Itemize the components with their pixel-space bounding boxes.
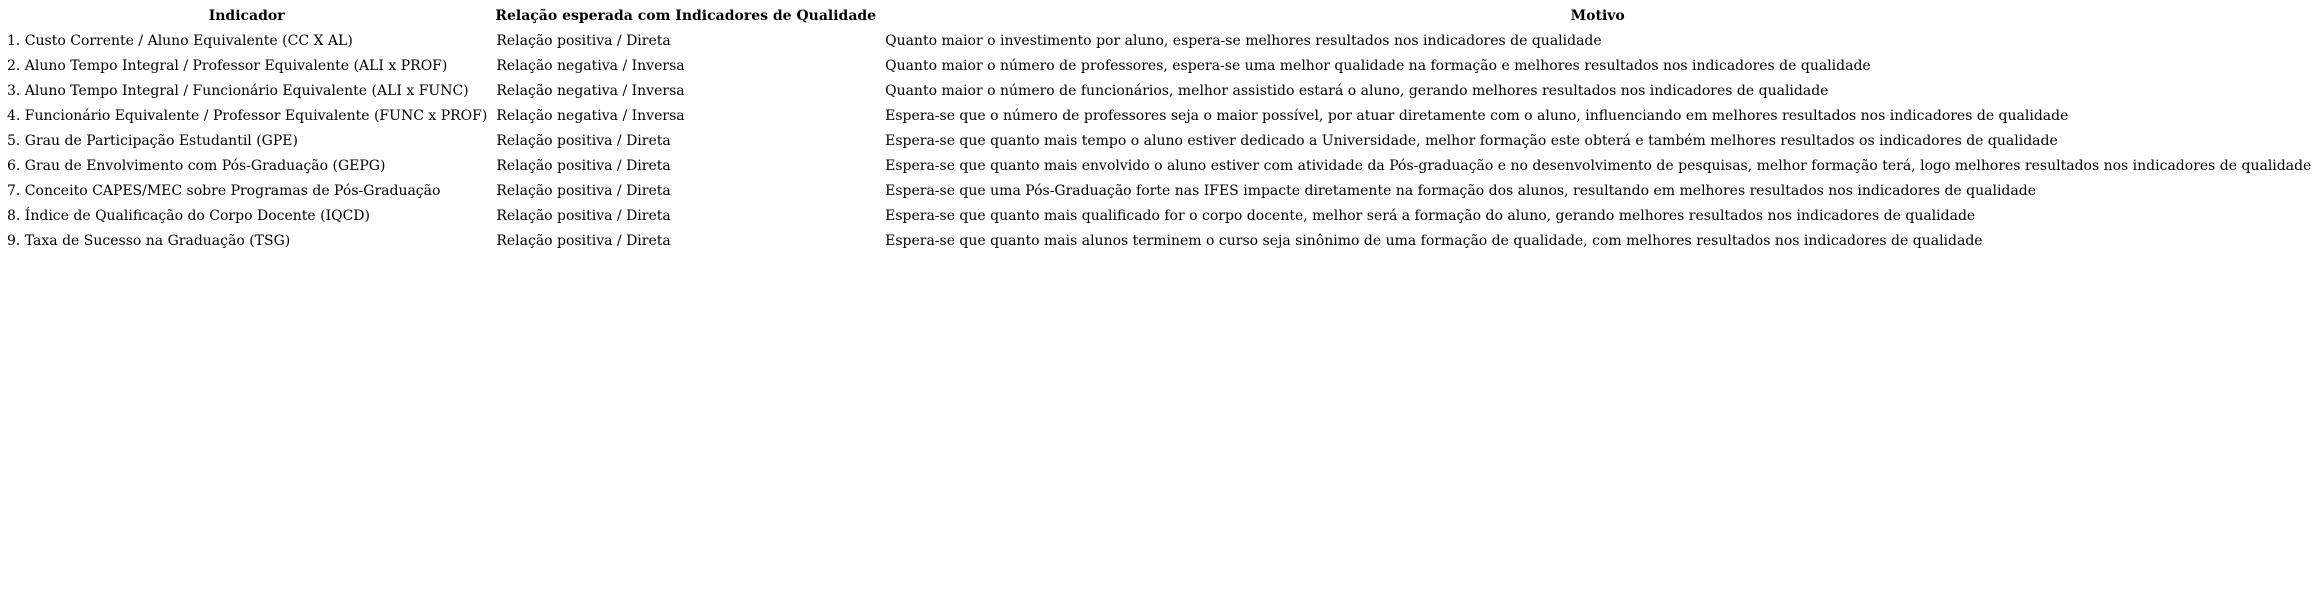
indicators-table xyxy=(2,4,2315,254)
column-header-relacao: Relação esperada com Indicadores de Qualidade xyxy=(495,8,877,24)
relation-cell: Relação negativa / Inversa xyxy=(496,83,685,99)
relation-cell: Relação negativa / Inversa xyxy=(496,58,685,74)
relation-cell: Relação negativa / Inversa xyxy=(496,108,685,124)
table-row xyxy=(2,79,2315,104)
reason-cell: Espera-se que quanto mais envolvido o aluno estiver com atividade da Pós-graduação e no desenvolvimento de pesquisas, melhor formação terá, logo melhores resultados nos indicadores de qualidade xyxy=(885,158,2312,174)
relation-cell: Relação positiva / Direta xyxy=(496,208,671,224)
indicator-cell: 2. Aluno Tempo Integral / Professor Equivalente (ALI x PROF) xyxy=(7,58,448,74)
indicator-cell: 4. Funcionário Equivalente / Professor Equivalente (FUNC x PROF) xyxy=(7,108,488,124)
table-row xyxy=(2,154,2315,179)
reason-cell: Quanto maior o número de professores, espera-se uma melhor qualidade na formação e melhores resultados nos indicadores de qualidade xyxy=(885,58,1871,74)
indicator-cell: 3. Aluno Tempo Integral / Funcionário Equivalente (ALI x FUNC) xyxy=(7,83,469,99)
reason-cell: Espera-se que quanto mais qualificado for o corpo docente, melhor será a formação do aluno, gerando melhores resultados nos indicadores de qualidade xyxy=(885,208,1976,224)
reason-cell: Quanto maior o número de funcionários, melhor assistido estará o aluno, gerando melhores resultados nos indicadores de qualidade xyxy=(885,83,1829,99)
indicator-cell: 1. Custo Corrente / Aluno Equivalente (CC X AL) xyxy=(7,33,353,49)
indicator-cell: 8. Índice de Qualificação do Corpo Docente (IQCD) xyxy=(7,208,370,224)
table-row xyxy=(2,229,2315,254)
reason-cell: Espera-se que uma Pós-Graduação forte nas IFES impacte diretamente na formação dos alunos, resultando em melhores resultados nos indicadores de qualidade xyxy=(885,183,2036,199)
table-row xyxy=(2,179,2315,204)
table-row xyxy=(2,54,2315,79)
relation-cell: Relação positiva / Direta xyxy=(496,133,671,149)
indicator-cell: 5. Grau de Participação Estudantil (GPE) xyxy=(7,133,298,149)
reason-cell: Espera-se que o número de professores seja o maior possível, por atuar diretamente com o aluno, influenciando em melhores resultados nos indicadores de qualidade xyxy=(885,108,2069,124)
table-row xyxy=(2,29,2315,54)
column-header-motivo: Motivo xyxy=(1570,8,1625,24)
indicator-cell: 6. Grau de Envolvimento com Pós-Graduação (GEPG) xyxy=(7,158,386,174)
reason-cell: Espera-se que quanto mais alunos terminem o curso seja sinônimo de uma formação de qualidade, com melhores resultados nos indicadores de qualidade xyxy=(885,233,1983,249)
relation-cell: Relação positiva / Direta xyxy=(496,233,671,249)
indicator-cell: 7. Conceito CAPES/MEC sobre Programas de Pós-Graduação xyxy=(7,183,441,199)
relation-cell: Relação positiva / Direta xyxy=(496,183,671,199)
indicator-cell: 9. Taxa de Sucesso na Graduação (TSG) xyxy=(7,233,291,249)
table-header-row xyxy=(2,4,2315,29)
relation-cell: Relação positiva / Direta xyxy=(496,158,671,174)
reason-cell: Espera-se que quanto mais tempo o aluno estiver dedicado a Universidade, melhor formação este obterá e também melhores resultados os indicadores de qualidade xyxy=(885,133,2058,149)
table-row xyxy=(2,129,2315,154)
column-header-indicador: Indicador xyxy=(208,8,285,24)
reason-cell: Quanto maior o investimento por aluno, espera-se melhores resultados nos indicadores de qualidade xyxy=(885,33,1602,49)
relation-cell: Relação positiva / Direta xyxy=(496,33,671,49)
table-row xyxy=(2,204,2315,229)
table-row xyxy=(2,104,2315,129)
